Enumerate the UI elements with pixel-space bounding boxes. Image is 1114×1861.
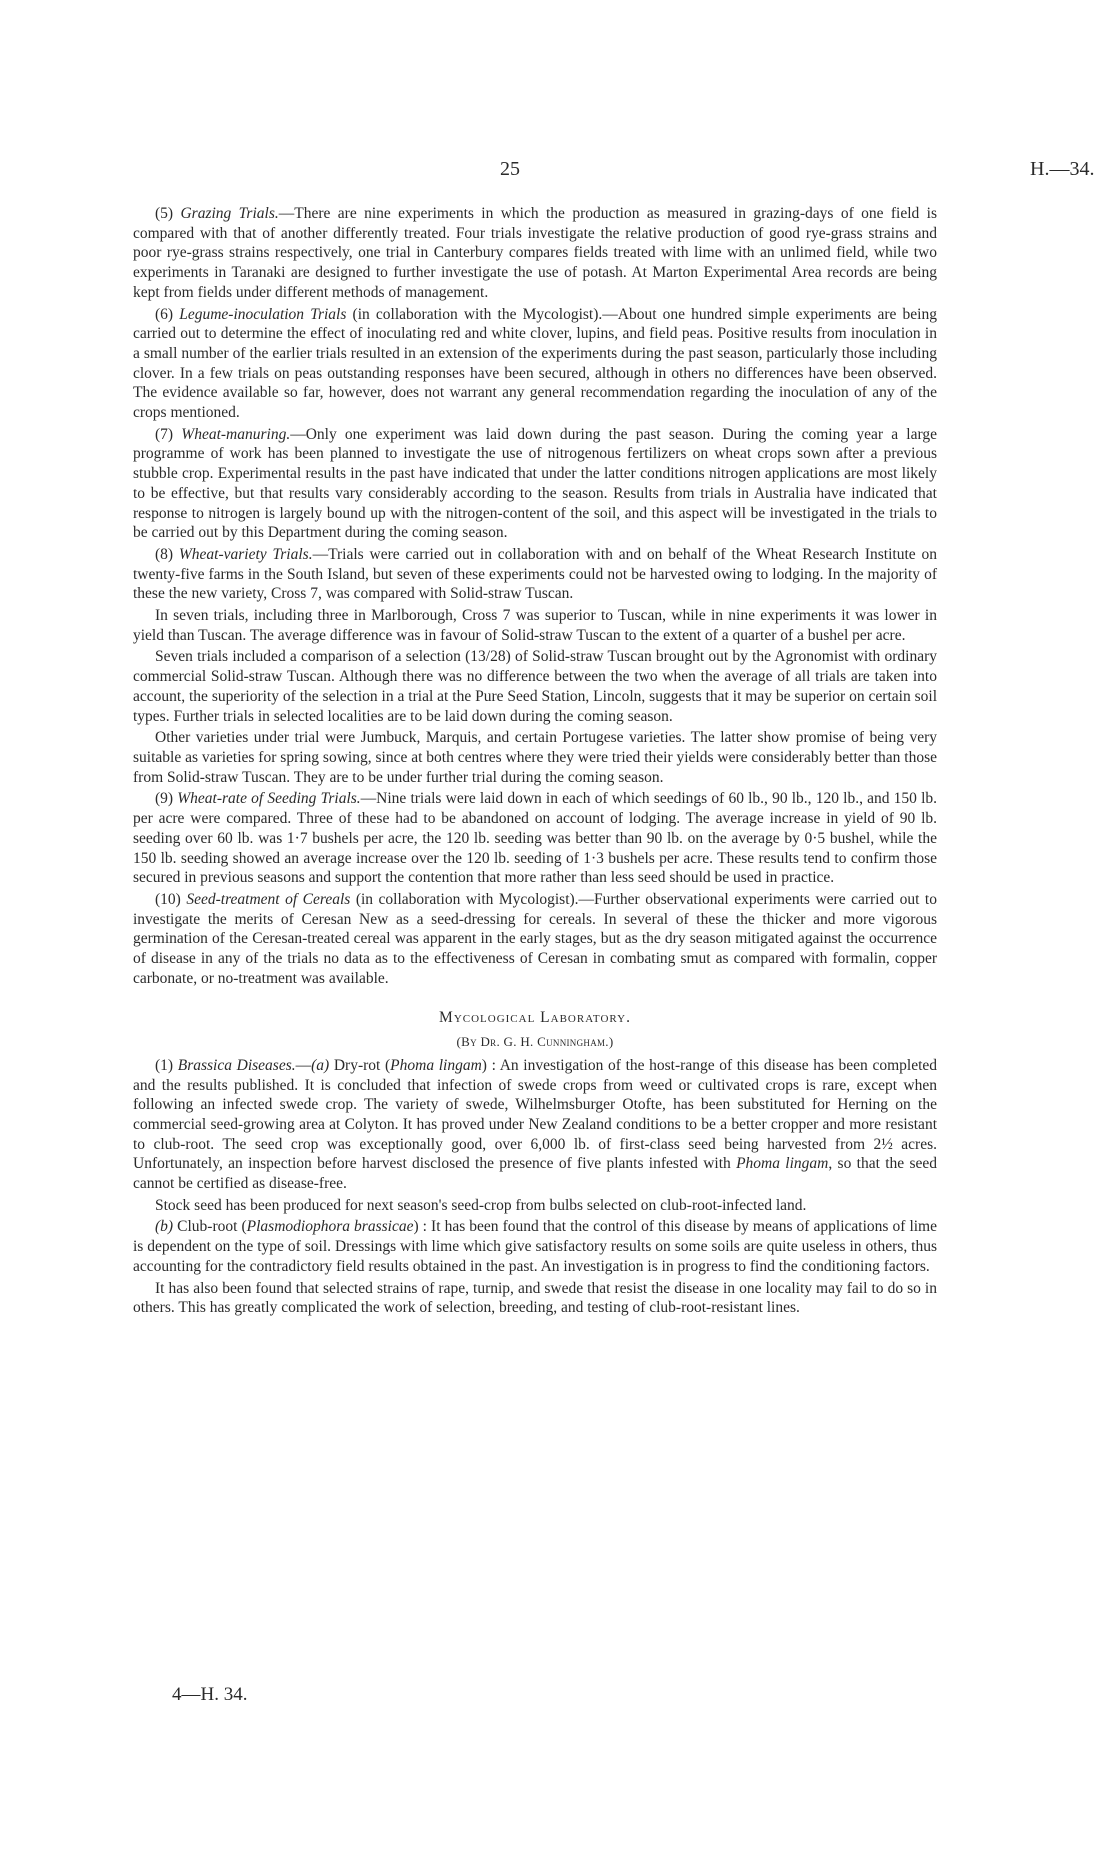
- paragraph-cross7: In seven trials, including three in Marlborough, Cross 7 was superior to Tuscan, while in nine experiments it was lower in yield than Tuscan. The average difference was in favour of Solid-straw Tuscan to the extent of a quarter of a bushel per acre.: [133, 607, 937, 644]
- paragraph-club-root: (b) Club-root (Plasmodiophora brassicae) : It has been found that the control of this disease by means of applications of lime is dependent on the type of soil. Dressings with lime which give satisfactory results on some soils are quite useless in others, thus accounting for the contradictory field results obtained in the past. An investigation is in progress to find the conditioning factors.: [133, 1218, 937, 1275]
- paragraph-legume-inoculation: (6) Legume-inoculation Trials (in collaboration with the Mycologist).—About one hundred simple experiments are being carried out to determine the effect of inoculating red and white clover, lupins, and field peas. Positive results from inoculation in a small number of the earlier trials resulted in an extension of the experiments during the past season, particularly those including clover. In a few trials on peas outstanding responses have been secured, although in others no differences have been observed. The evidence available so far, however, does not warrant any general recommendation regarding the inoculation of any of the crops mentioned.: [133, 305, 937, 422]
- paragraph-other-varieties: Other varieties under trial were Jumbuck, Marquis, and certain Portugese varieties. The latter show promise of being very suitable as varieties for spring sowing, since at both centres where they were tried their yields were considerably better than those from Solid-straw Tuscan. They are to be under further trial during the coming season.: [133, 729, 937, 786]
- paragraph-wheat-variety: (8) Wheat-variety Trials.—Trials were carried out in collaboration with and on behalf of the Wheat Research Institute on twenty-five farms in the South Island, but seven of these experiments could not be harvested owing to lodging. In the majority of these the new variety, Cross 7, was compared with Solid-straw Tuscan.: [133, 545, 937, 603]
- section-byline: (By Dr. G. H. Cunningham.): [456, 1034, 614, 1050]
- page-number: 25: [500, 158, 520, 180]
- document-code: H.—34.: [1030, 158, 1095, 180]
- paragraph-selection: Seven trials included a comparison of a selection (13/28) of Solid-straw Tuscan brought out by the Agronomist with ordinary commercial Solid-straw Tuscan. Although there was no difference between the two when the average of all trials are taken into account, the superiority of the selection in a trial at the Pure Seed Station, Lincoln, suggests that it may be superior on certain soil types. Further trials in selected localities are to be laid down during the coming season.: [133, 648, 937, 725]
- paragraph-brassica-diseases: (1) Brassica Diseases.—(a) Dry-rot (Phoma lingam) : An investigation of the host-range of this disease has been completed and the results published. It is concluded that infection of swede crops from weed or cultivated crops is rare, except when following an infected swede crop. The variety of swede, Wilhelmsburger Otofte, has been substituted for Herning on the commercial seed-growing area at Colyton. It has proved under New Zealand conditions to be a better cropper and more resistant to club-root. The seed crop was exceptionally good, over 6,000 lb. of first-class seed being harvested from 2½ acres. Unfortunately, an inspection before harvest disclosed the presence of five plants infested with Phoma lingam, so that the seed cannot be certified as disease-free.: [133, 1056, 938, 1193]
- section-title: Mycological Laboratory.: [439, 1009, 631, 1027]
- paragraph-grazing-trials: (5) Grazing Trials.—There are nine experiments in which the production as measured in grazing-days of one field is compared with that of another differently treated. Four trials investigate the relative production of good rye-grass strains and poor rye-grass strains respectively, one trial in Canterbury compares fields treated with lime with an unlimed field, while two experiments in Taranaki are designed to further investigate the use of potash. At Marton Experimental Area records are being kept from fields under different methods of management.: [133, 205, 938, 301]
- paragraph-wheat-manuring: (7) Wheat-manuring.—Only one experiment was laid down during the past season. During the coming year a large programme of work has been planned to investigate the use of nitrogenous fertilizers on wheat crops sown after a previous stubble crop. Experimental results in the past have indicated that under the latter conditions nitrogen applications are most likely to be effective, but that results vary considerably according to the season. Results from trials in Australia have indicated that response to nitrogen is largely bound up with the nitrogen-content of the soil, and this aspect will be investigated in the trials to be carried out by this Department during the coming season.: [133, 425, 937, 542]
- footer-signature: 4—H. 34.: [172, 1684, 248, 1705]
- paragraph-rate-of-seeding: (9) Wheat-rate of Seeding Trials.—Nine trials were laid down in each of which seedings of 60 lb., 90 lb., 120 lb., and 150 lb. per acre were compared. Three of these had to be abandoned on account of lodging. The average increase in yield of 90 lb. seeding over 60 lb. was 1·7 bushels per acre, the 120 lb. seeding was better than 90 lb. on the average by 0·5 bushel, while the 150 lb. seeding showed an average increase over the 120 lb. seeding of 1·3 bushels per acre. These results tend to confirm those secured in previous seasons and support the contention that more rather than less seed should be used in practice.: [133, 790, 938, 887]
- paragraph-seed-treatment: (10) Seed-treatment of Cereals (in collaboration with Mycologist).—Further observational experiments were carried out to investigate the merits of Ceresan New as a seed-dressing for cereals. In several of these the thicker and more vigorous germination of the Ceresan-treated cereal was apparent in the early stages, but as the dry season mitigated against the occurrence of disease in any of the trials no data as to the effectiveness of Ceresan in combating smut as compared with formalin, copper carbonate, or no-treatment was available.: [133, 890, 937, 987]
- paragraph-resistant-strains: It has also been found that selected strains of rape, turnip, and swede that resist the disease in one locality may fail to do so in others. This has greatly complicated the work of selection, breeding, and testing of club-root-resistant lines.: [133, 1279, 937, 1317]
- paragraph-stock-seed: Stock seed has been produced for next season's seed-crop from bulbs selected on club-root-infected land.: [155, 1196, 807, 1214]
- document-body: [133, 204, 937, 1320]
